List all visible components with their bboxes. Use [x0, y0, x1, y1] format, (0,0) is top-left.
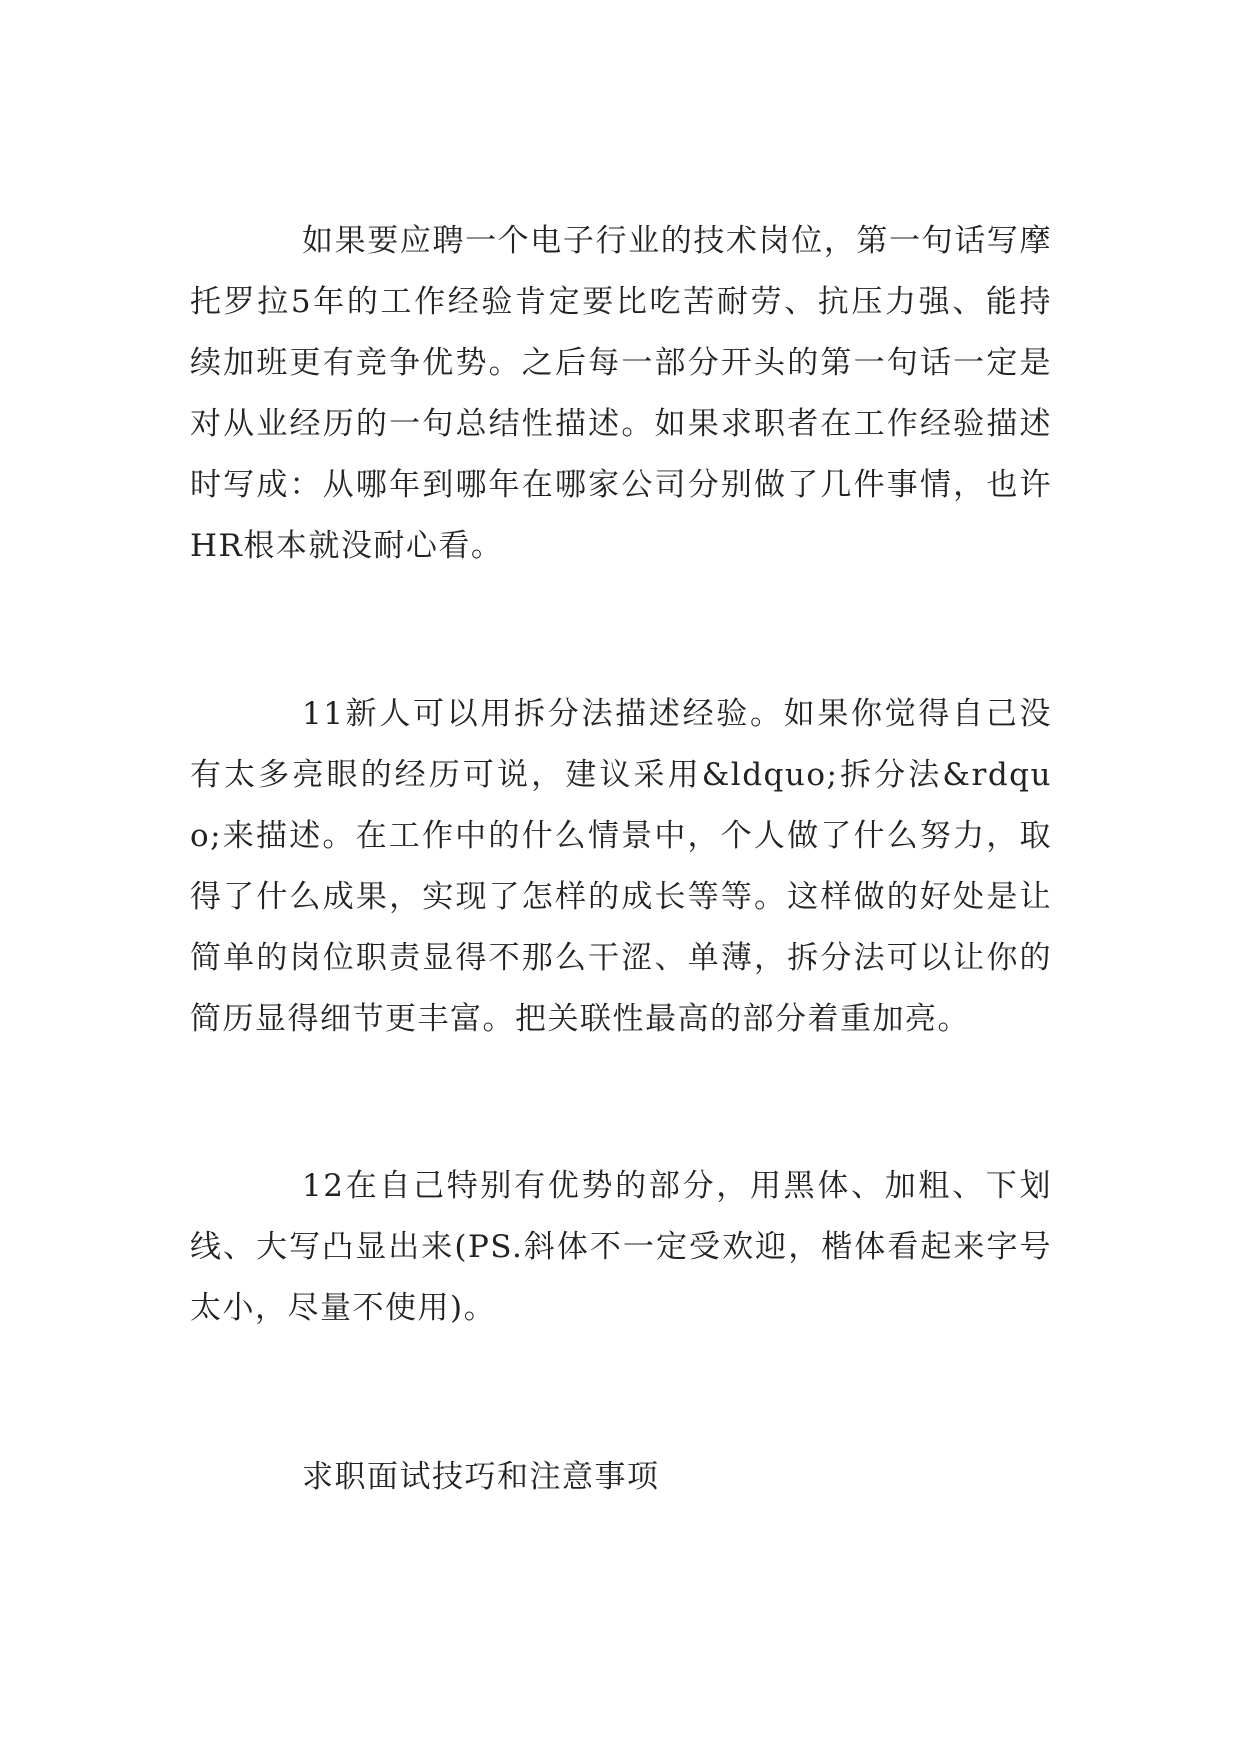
paragraph-resume-first-sentence: 如果要应聘一个电子行业的技术岗位，第一句话写摩托罗拉5年的工作经验肯定要比吃苦耐劳、抗压力强、能持续加班更有竞争优势。之后每一部分开头的第一句话一定是对从业经历的一句总结性描述。如果求职者在工作经验描述时写成：从哪年到哪年在哪家公司分别做了几件事情，也许HR根本就没耐心看。 — [190, 223, 1052, 564]
section-heading: 求职面试技巧和注意事项 — [302, 1459, 660, 1495]
paragraph-split-method: 11新人可以用拆分法描述经验。如果你觉得自己没有太多亮眼的经历可说，建议采用&ldquo;拆分法&rdquo;来描述。在工作中的什么情景中，个人做了什么努力，取得了什么成果，实现了怎样的成长等等。这样做的好处是让简单的岗位职责显得不那么干涩、单薄，拆分法可以让你的简历显得细节更丰富。把关联性最高的部分着重加亮。 — [190, 696, 1052, 1037]
paragraph-highlight-strengths: 12在自己特别有优势的部分，用黑体、加粗、下划线、大写凸显出来(PS.斜体不一定受欢迎，楷体看起来字号太小，尽量不使用)。 — [190, 1168, 1052, 1326]
document-page — [190, 0, 1052, 1754]
